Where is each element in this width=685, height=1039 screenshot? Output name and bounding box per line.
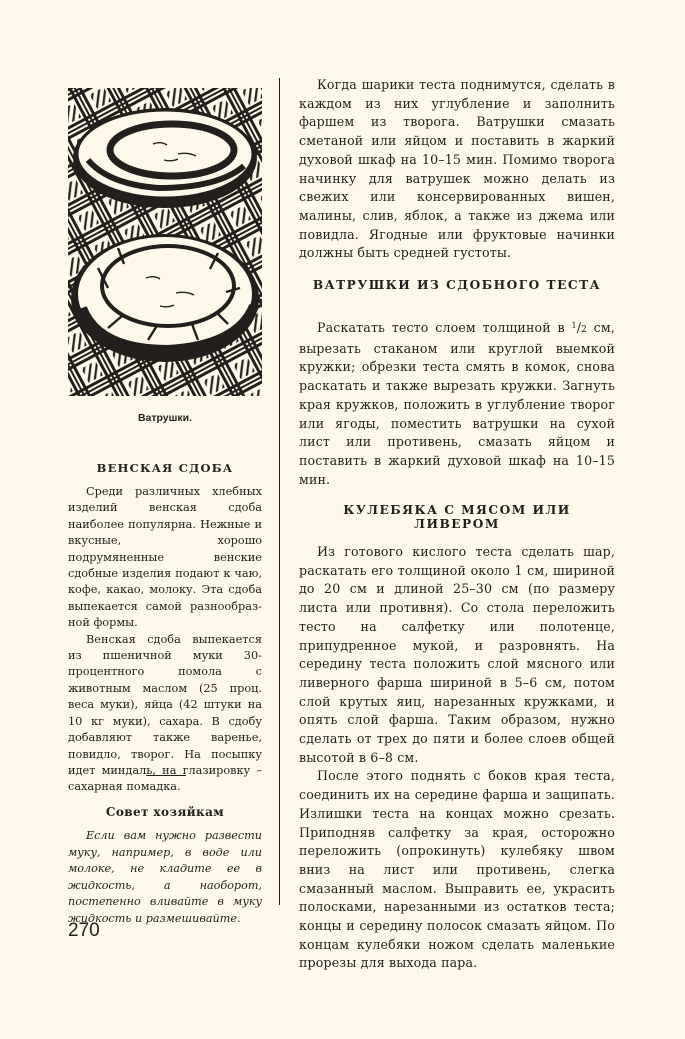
text: Раскатать тесто слоем толщиной в	[317, 320, 572, 335]
vatrushki-illustration-icon	[68, 88, 262, 396]
tip-title: Совет хозяйкам	[105, 805, 225, 819]
section-body-kulebyaka	[299, 543, 615, 973]
fraction-denominator: 2	[581, 325, 587, 335]
paragraph: Из готового кислого теста сделать шар, раскатать его толщиной около 1 см, шириной до 20 см и длиной 25–30 см (по размеру листа или противня). Со стола переложить тесто на салфетку или полотенце, припудренное мукой, и разровнять. На середину теста положить слой мясного или ливерного фарша шириной в 5–6 см, потом слой крутых яиц, нарезанных кружками, и опять слой фарша. Таким образом, нужно сделать от трех до пяти и более слоев общей высотой в 6–8 см.	[299, 544, 615, 765]
paragraph: Венская сдоба выпекается из пшеничной муки 30-процентного помола с животным маслом (25 проц. веса муки), яйца (42 штуки на 10 кг муки), сахара. В сдобу добавляют также варенье, повидло, творог. На посыпку идет миндаль, на глазировку – сахарная помадка.	[68, 632, 262, 794]
paragraph: После этого поднять с боков края теста, соединить их на середине фарша и защипать. Излишки теста на концах можно срезать. Приподняв салфетку за края, осторожно переложить (опрокинуть) кулебяку швом вниз на лист или противень, слегка смазанный маслом. Выправить ее, украсить полосками, нарезанными из остатков теста; концы и середину полосок смазать яйцом. По концам кулебяки ножом сделать маленькие прорезы для выхода пара.	[299, 768, 615, 971]
illustration-caption: Ватрушки.	[137, 412, 193, 424]
section-body-vatrushki	[299, 317, 615, 489]
paragraph: Среди различных хлебных изделий венская сдоба наиболее популярна. Нежные и вкусные, хорошо подрумяненные венские сдобные изделия подают к чаю, кофе, какао, молоку. Эта сдоба выпекается самой разнообразной формы.	[68, 485, 262, 630]
tip-text: Если вам нужно развести муку, например, в воде или молоке, не кладите ее в жидкость, а наоборот, постепенно вливайте в муку жидкость и размешивайте.	[68, 829, 262, 925]
text: см, вырезать стаканом или круглой выемкой кружки; обрезки теста смять в комок, снова раскатать и также вырезать кружки. Загнуть края кружков, положить в углубление творог или ягоды, поместить ватрушки на сухой лист или противень, смазать яйцом и поставить в жаркий духовой шкаф на 10–15 мин.	[299, 320, 615, 487]
intro-text	[299, 76, 615, 263]
section-title-kulebyaka: КУЛЕБЯКА С МЯСОМ ИЛИ ЛИВЕРОМ	[343, 503, 571, 531]
section-body-venskaya-sdoba	[68, 484, 262, 796]
paragraph: Когда шарики теста поднимутся, сделать в каждом из них углубление и заполнить фаршем из творога. Ватрушки смазать сметаной или яйцом и поставить в жаркий духовой шкаф на 10–15 мин. Помимо творога начинку для ватрушек можно делать из свежих или консервированных вишен, малины, слив, яблок, а также из джема или повидла. Ягодные или фруктовые начинки должны быть средней густоты.	[299, 77, 615, 261]
paragraph: Раскатать тесто слоем толщиной в $^1$/2 см, вырезать стаканом или круглой выемкой кружки; обрезки теста смять в комок, снова раскатать и также вырезать кружки. Загнуть края кружков, положить в углубление творог или ягоды, поместить ватрушки на сухой лист или противень, смазать яйцом и поставить в жаркий духовой шкаф на 10–15 мин.	[299, 320, 615, 487]
section-title-venskaya-sdoba: ВЕНСКАЯ СДОБА	[96, 461, 234, 475]
column-divider	[279, 78, 280, 905]
page-number: 270	[68, 920, 100, 941]
section-title-vatrushki: ВАТРУШКИ ИЗ СДОБНОГО ТЕСТА	[312, 278, 602, 292]
tip-body	[68, 828, 262, 928]
fraction-numerator: 1	[571, 321, 577, 330]
section-divider-rule	[146, 775, 186, 776]
